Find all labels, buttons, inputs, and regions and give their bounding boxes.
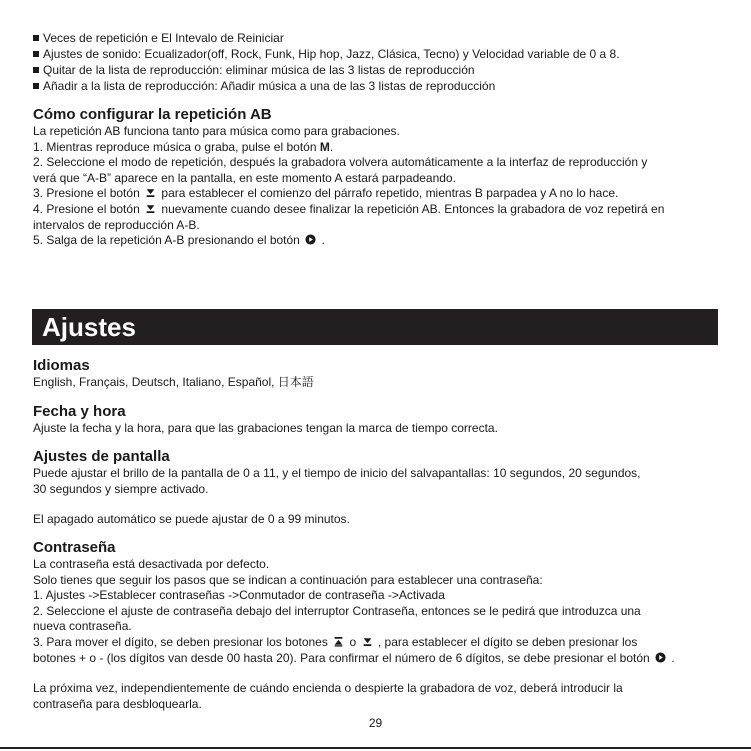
ab-step-4-end: nuevamente cuando desee finalizar la repetición AB. Entonces la grabadora de voz repetirá en	[158, 201, 665, 216]
play-button-icon	[305, 234, 316, 245]
languages-list: English, Français, Deutsch, Italiano, Español, 日本語	[33, 375, 314, 389]
down-button-icon	[145, 203, 156, 214]
display-heading: Ajustes de pantalla	[33, 448, 170, 465]
bullet-item	[33, 46, 723, 62]
ab-step-1-end: .	[329, 139, 334, 154]
bullet-item	[33, 78, 723, 94]
password-line-1: La contraseña está desactivada por defecto.	[33, 557, 270, 571]
down-button-icon	[145, 187, 156, 198]
ab-step-5	[33, 233, 723, 249]
password-line-3: 1. Ajustes ->Establecer contraseñas ->Conmutador de contraseña ->Activada	[33, 588, 445, 603]
m-key-label: M	[319, 139, 330, 154]
password-line-2: Solo tienes que seguir los pasos que se indican a continuación para establecer una contraseña:	[33, 572, 543, 587]
password-line-5: nueva contraseña.	[33, 619, 132, 634]
ab-step-4	[33, 202, 723, 218]
ab-step-5-end: .	[318, 233, 325, 248]
square-bullet-icon	[33, 83, 39, 89]
ab-step-4b: intervalos de reproducción A-B.	[33, 217, 200, 232]
ab-heading: Cómo configurar la repetición AB	[33, 106, 272, 123]
bullet-text: Quitar de la lista de reproducción: eliminar música de las 3 listas de reproducción	[43, 63, 475, 77]
ab-step-3-end: para establecer el comienzo del párrafo repetido, mientras B parpadea y A no lo hace.	[158, 186, 619, 201]
ab-step-5-text: 5. Salga de la repetición A-B presionando el botón	[33, 233, 304, 248]
play-button-icon	[655, 652, 666, 663]
password-line-6	[33, 635, 723, 651]
display-section	[33, 448, 723, 528]
ab-step-3	[33, 186, 723, 202]
password-line-9: contraseña para desbloquearla.	[33, 696, 202, 711]
square-bullet-icon	[33, 35, 39, 41]
display-line-2: 30 segundos y siempre activado.	[33, 481, 209, 496]
bottom-divider	[0, 747, 751, 749]
ab-step-1	[33, 140, 723, 156]
password-section	[33, 539, 723, 712]
display-line-1: Puede ajustar el brillo de la pantalla de 0 a 11, y el tiempo de inicio del salvapantallas: 10 segundos, 20 segundos,	[33, 466, 641, 480]
auto-off-line: El apagado automático se puede ajustar de 0 a 99 minutos.	[33, 512, 350, 527]
password-line-6-or: o	[346, 634, 360, 649]
password-line-4: 2. Seleccione el ajuste de contraseña debajo del interruptor Contraseña, entonces se le pedirá que introduzca una	[33, 603, 641, 618]
ab-step-2b: verá que “A-B” aparece en la pantalla, en este momento A estará parpadeando.	[33, 170, 456, 185]
ab-step-4-text: 4. Presione el botón	[33, 201, 144, 216]
square-bullet-icon	[33, 67, 39, 73]
password-line-8: La próxima vez, independientemente de cuándo encienda o despierte la grabadora de voz, deberá introducir la	[33, 681, 623, 696]
bullet-text: Veces de repetición e El Intevalo de Reiniciar	[43, 31, 284, 45]
settings-banner: Ajustes	[32, 309, 718, 345]
ab-step-1-text: 1. Mientras reproduce música o graba, pulse el botón	[33, 139, 320, 154]
password-line-6-end: , para establecer el dígito se deben presionar los	[374, 634, 638, 649]
date-time-section	[33, 403, 723, 437]
languages-section	[33, 357, 723, 391]
bullet-text: Ajustes de sonido: Ecualizador(off, Rock, Funk, Hip hop, Jazz, Clásica, Tecno) y Velocidad variable de 0 a 8.	[43, 47, 620, 61]
ab-intro: La repetición AB funciona tanto para música como para grabaciones.	[33, 124, 400, 138]
bullet-text: Añadir a la lista de reproducción: Añadir música a una de las 3 listas de reproducción	[43, 79, 496, 93]
page-number: 29	[368, 716, 383, 730]
password-line-7-text: botones + o - (los dígitos van desde 00 hasta 20). Para confirmar el número de 6 dígitos, se debe presionar el botón	[33, 650, 654, 665]
password-heading: Contraseña	[33, 539, 116, 556]
square-bullet-icon	[33, 51, 39, 57]
down-button-icon	[362, 636, 373, 647]
date-time-heading: Fecha y hora	[33, 403, 126, 420]
languages-heading: Idiomas	[33, 357, 90, 374]
password-line-6-text: 3. Para mover el dígito, se deben presionar los botones	[33, 634, 332, 649]
bullet-item	[33, 62, 723, 78]
ab-step-3-text: 3. Presione el botón	[33, 186, 144, 201]
password-line-7	[33, 651, 723, 667]
password-line-7-end: .	[668, 650, 675, 665]
date-time-text: Ajuste la fecha y la hora, para que las grabaciones tengan la marca de tiempo correcta.	[33, 421, 498, 435]
bullet-item	[33, 30, 723, 46]
top-section	[33, 30, 723, 249]
ab-step-2a: 2. Seleccione el modo de repetición, después la grabadora volvera automáticamente a la interfaz de reproducción y	[33, 155, 648, 170]
up-button-icon	[333, 636, 344, 647]
